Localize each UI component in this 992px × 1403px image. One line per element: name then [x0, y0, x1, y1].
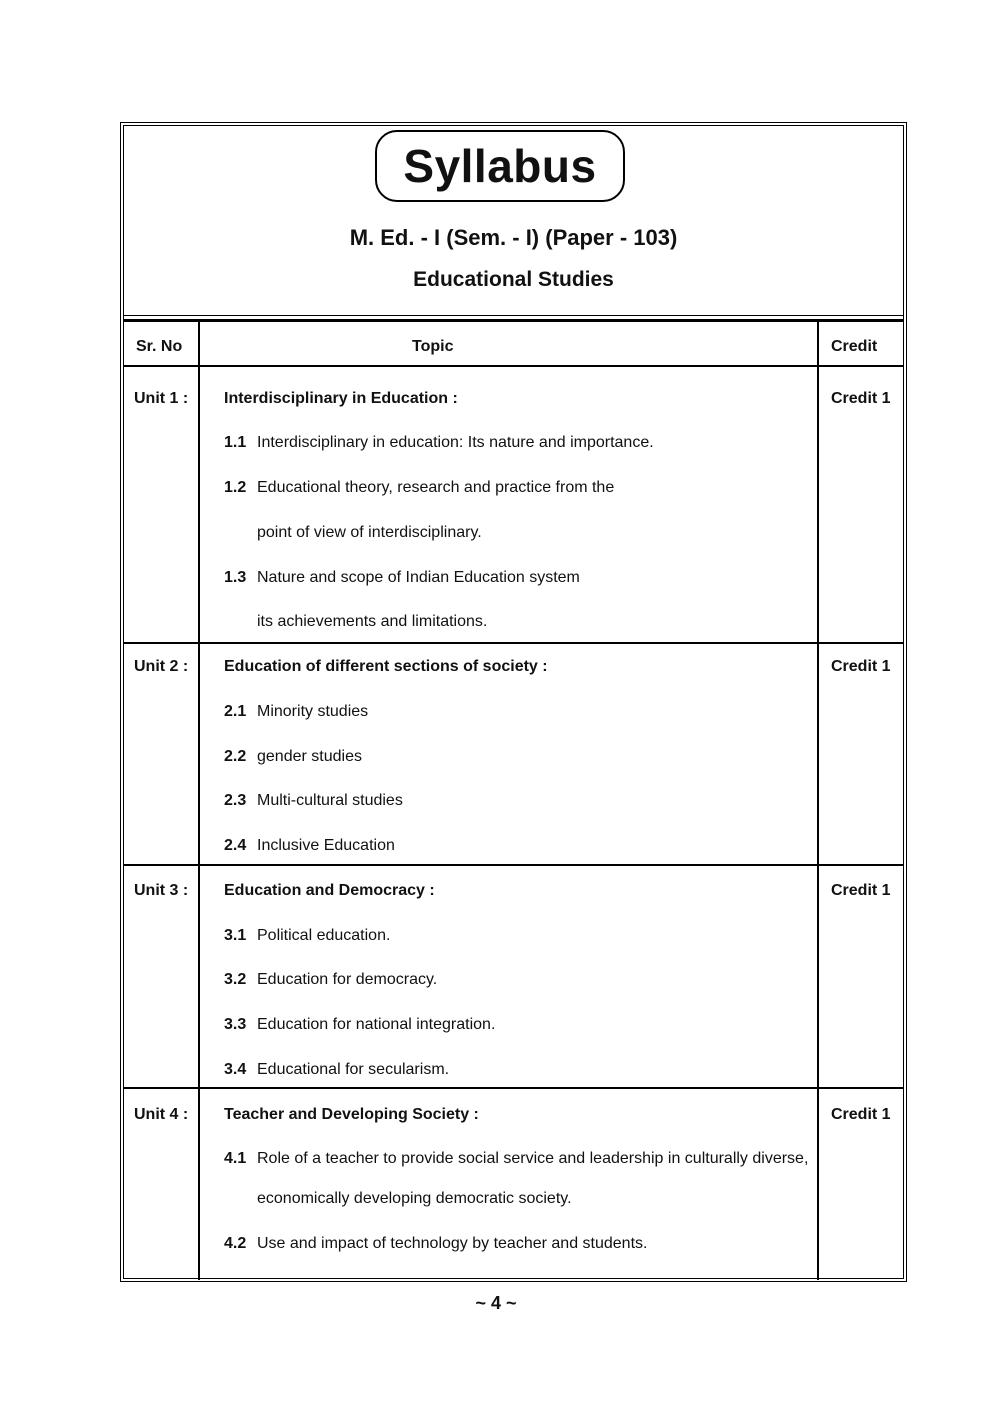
syllabus-title-box: [375, 130, 625, 202]
unit-heading: Interdisciplinary in Education :: [224, 390, 458, 407]
unit-credit: Credit 1: [831, 882, 891, 899]
item-number: 1.3: [224, 569, 247, 586]
header-divider-thin: [123, 315, 904, 316]
course-title: M. Ed. - I (Sem. - I) (Paper - 103): [349, 225, 678, 250]
item-text-continued: economically developing democratic society.: [257, 1190, 572, 1207]
row-divider: [123, 1087, 904, 1089]
item-number: 2.1: [224, 703, 247, 720]
item-text: Multi-cultural studies: [257, 792, 403, 809]
item-text: gender studies: [257, 748, 362, 765]
unit-label: Unit 3 :: [134, 882, 189, 899]
unit-credit: Credit 1: [831, 1106, 891, 1123]
item-text: Minority studies: [257, 703, 369, 720]
unit-heading: Education and Democracy :: [224, 882, 435, 899]
item-number: 4.2: [224, 1235, 247, 1252]
column-header-topic: Topic: [412, 338, 454, 355]
page-number: ~ 4 ~: [475, 1293, 517, 1313]
item-text-continued: point of view of interdisciplinary.: [257, 524, 482, 541]
item-text: Educational theory, research and practice from the: [257, 479, 615, 496]
subject-title: Educational Studies: [413, 268, 614, 291]
unit-label: Unit 4 :: [134, 1106, 189, 1123]
item-text: Use and impact of technology by teacher and students.: [257, 1235, 648, 1252]
item-number: 4.1: [224, 1150, 247, 1167]
item-number: 2.4: [224, 837, 247, 854]
unit-label: Unit 1 :: [134, 390, 189, 407]
item-number: 3.1: [224, 927, 247, 944]
item-text: Role of a teacher to provide social service and leadership in culturally diverse,: [257, 1150, 809, 1167]
row-divider: [123, 864, 904, 866]
unit-heading: Education of different sections of society :: [224, 658, 548, 675]
item-text: Interdisciplinary in education: Its nature and importance.: [257, 434, 654, 451]
unit-label: Unit 2 :: [134, 658, 189, 675]
unit-credit: Credit 1: [831, 658, 891, 675]
item-text: Education for national integration.: [257, 1016, 496, 1033]
item-text-continued: its achievements and limitations.: [257, 613, 488, 630]
item-text: Education for democracy.: [257, 971, 438, 988]
item-text: Inclusive Education: [257, 837, 395, 854]
column-header-sr: Sr. No: [136, 338, 183, 355]
item-number: 2.2: [224, 748, 247, 765]
header-divider-thick: [123, 319, 904, 322]
item-number: 1.2: [224, 479, 247, 496]
column-divider-sr: [198, 320, 200, 1280]
item-text: Educational for secularism.: [257, 1061, 450, 1078]
unit-heading: Teacher and Developing Society :: [224, 1106, 479, 1123]
column-header-credit: Credit: [831, 338, 878, 355]
row-divider: [123, 642, 904, 644]
table-header-divider: [123, 365, 904, 367]
item-text: Political education.: [257, 927, 391, 944]
item-number: 3.3: [224, 1016, 247, 1033]
unit-credit: Credit 1: [831, 390, 891, 407]
item-number: 3.2: [224, 971, 247, 988]
item-number: 2.3: [224, 792, 247, 809]
column-divider-credit: [817, 320, 819, 1280]
page-title: Syllabus: [403, 140, 597, 192]
item-number: 1.1: [224, 434, 247, 451]
item-text: Nature and scope of Indian Education system: [257, 569, 580, 586]
item-number: 3.4: [224, 1061, 247, 1078]
